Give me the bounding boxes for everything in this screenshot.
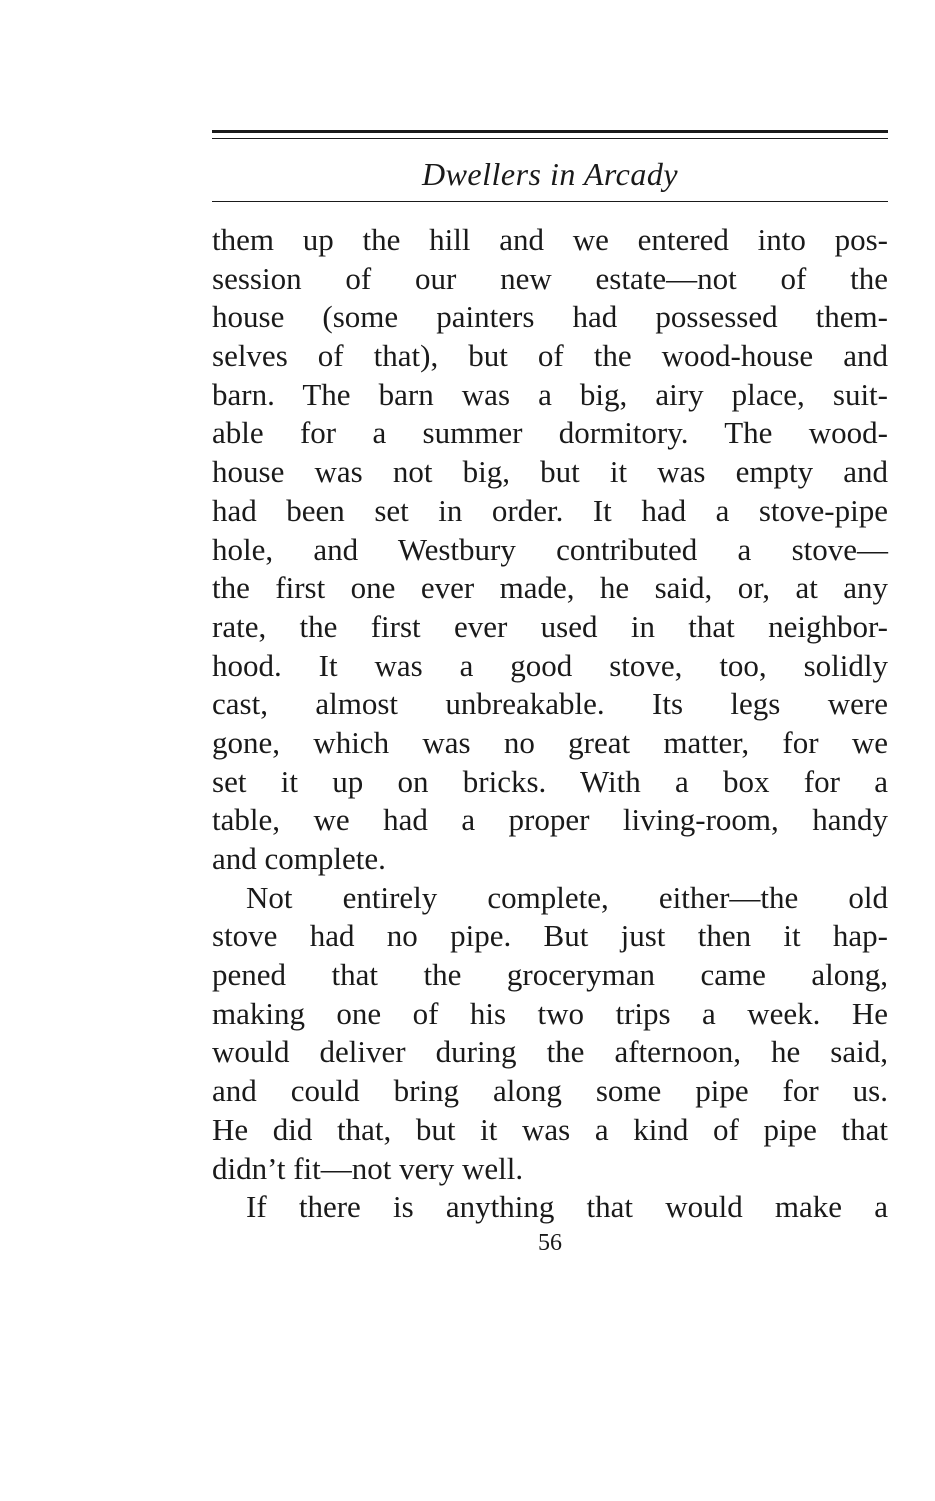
text-line: pened that the groceryman came along, (212, 957, 888, 993)
running-head: Dwellers in Arcady (421, 156, 679, 192)
page-number: 56 (538, 1230, 562, 1256)
top-rule (212, 130, 888, 133)
text-line: able for a summer dormitory. The wood- (212, 415, 888, 451)
text-line: hole, and Westbury contributed a stove— (212, 531, 888, 567)
header-rule (212, 201, 888, 202)
text-line: selves of that), but of the wood-house and (212, 338, 888, 374)
text-line: making one of his two trips a week. He (212, 995, 888, 1031)
text-line: stove had no pipe. But just then it hap- (212, 918, 888, 954)
text-line: cast, almost unbreakable. Its legs were (212, 686, 888, 722)
text-line: session of our new estate—not of the (212, 260, 888, 296)
body-text (212, 221, 888, 1227)
text-line: If there is anything that would make a (246, 1189, 888, 1225)
text-line: He did that, but it was a kind of pipe that (212, 1111, 888, 1147)
text-line: barn. The barn was a big, airy place, suit- (212, 376, 888, 412)
top-rule-thin (212, 138, 888, 139)
text-line: table, we had a proper living-room, handy (212, 802, 888, 838)
text-line: and could bring along some pipe for us. (212, 1073, 888, 1109)
text-line: them up the hill and we entered into pos- (212, 222, 888, 257)
text-line: and complete. (212, 841, 386, 876)
text-line: rate, the first ever used in that neighbor- (212, 608, 888, 644)
text-line: set it up on bricks. With a box for a (212, 763, 888, 799)
text-line: didn’t fit—not very well. (212, 1150, 524, 1186)
text-line: house was not big, but it was empty and (212, 454, 888, 490)
text-line: had been set in order. It had a stove-pipe (212, 492, 888, 528)
text-line: house (some painters had possessed them- (212, 299, 888, 335)
text-line: gone, which was no great matter, for we (212, 724, 888, 760)
text-line: hood. It was a good stove, too, solidly (212, 647, 888, 683)
text-line: Not entirely complete, either—the old (246, 879, 888, 915)
text-line: the first one ever made, he said, or, at any (212, 570, 888, 606)
text-line: would deliver during the afternoon, he said, (212, 1034, 888, 1070)
